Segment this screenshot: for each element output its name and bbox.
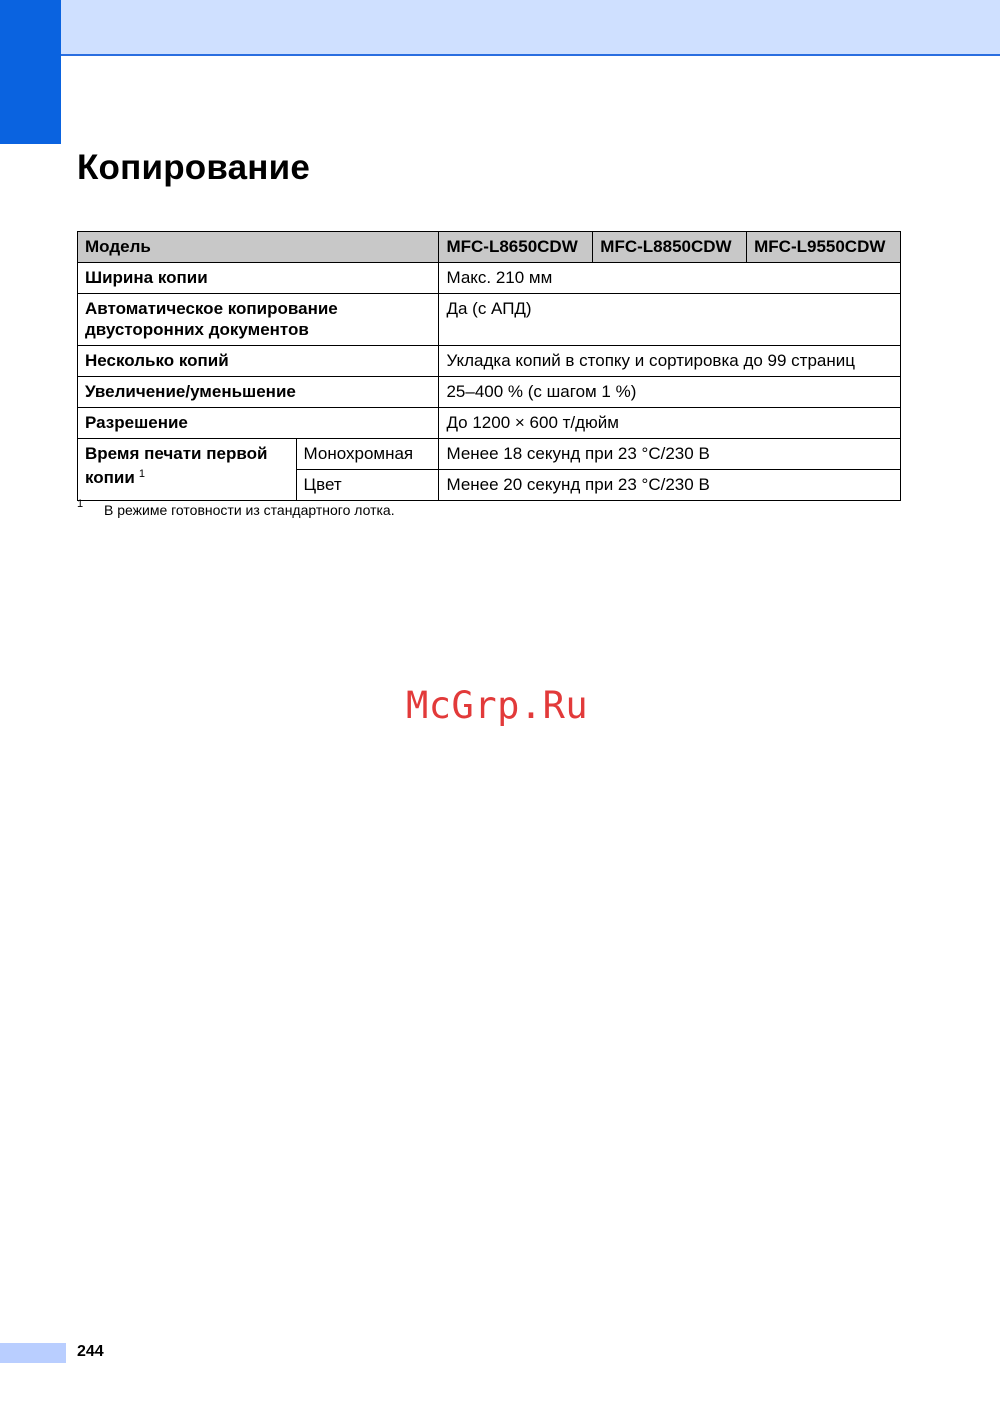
- value-mono: Менее 18 секунд при 23 °C/230 В: [439, 439, 901, 470]
- footer-band: [0, 1343, 66, 1363]
- header-band: [0, 0, 1000, 56]
- duplex-label-line2: двусторонних документов: [85, 320, 309, 339]
- copy-specs-table: [77, 231, 901, 501]
- row-label-resolution: Разрешение: [78, 408, 439, 439]
- table-row: [78, 408, 901, 439]
- row-label-copy-width: Ширина копии: [78, 263, 439, 294]
- header-model-label: Модель: [78, 232, 439, 263]
- row-label-duplex: [78, 294, 439, 346]
- header-model-2: MFC-L8850CDW: [593, 232, 747, 263]
- page-number: 244: [77, 1343, 104, 1360]
- header-model-3: MFC-L9550CDW: [747, 232, 901, 263]
- table-row: [78, 263, 901, 294]
- table-header-row: [78, 232, 901, 263]
- footnote-text: В режиме готовности из стандартного лотка.: [104, 502, 395, 518]
- table-row: [78, 294, 901, 346]
- table-row: [78, 439, 901, 470]
- table-row: [78, 346, 901, 377]
- row-label-first-copy: [78, 439, 297, 501]
- first-copy-label-line2: копии: [85, 468, 135, 487]
- row-value-duplex: Да (с АПД): [439, 294, 901, 346]
- duplex-label-line1: Автоматическое копирование: [85, 299, 338, 318]
- chapter-tab-block: [0, 0, 61, 144]
- row-label-multiple: Несколько копий: [78, 346, 439, 377]
- header-model-1: MFC-L8650CDW: [439, 232, 593, 263]
- row-label-zoom: Увеличение/уменьшение: [78, 377, 439, 408]
- first-copy-label-line1: Время печати первой: [85, 444, 268, 463]
- row-value-resolution: До 1200 × 600 т/дюйм: [439, 408, 901, 439]
- footnote-mark: 1: [77, 498, 84, 510]
- row-value-zoom: 25–400 % (с шагом 1 %): [439, 377, 901, 408]
- watermark: McGrp.Ru: [406, 684, 589, 727]
- page-title: Копирование: [77, 148, 310, 187]
- table-row: [78, 377, 901, 408]
- sublabel-mono: Монохромная: [296, 439, 439, 470]
- row-value-multiple: Укладка копий в стопку и сортировка до 99 страниц: [439, 346, 901, 377]
- row-value-copy-width: Макс. 210 мм: [439, 263, 901, 294]
- sublabel-color: Цвет: [296, 470, 439, 501]
- value-color: Менее 20 секунд при 23 °C/230 В: [439, 470, 901, 501]
- footnote-ref: 1: [138, 468, 145, 480]
